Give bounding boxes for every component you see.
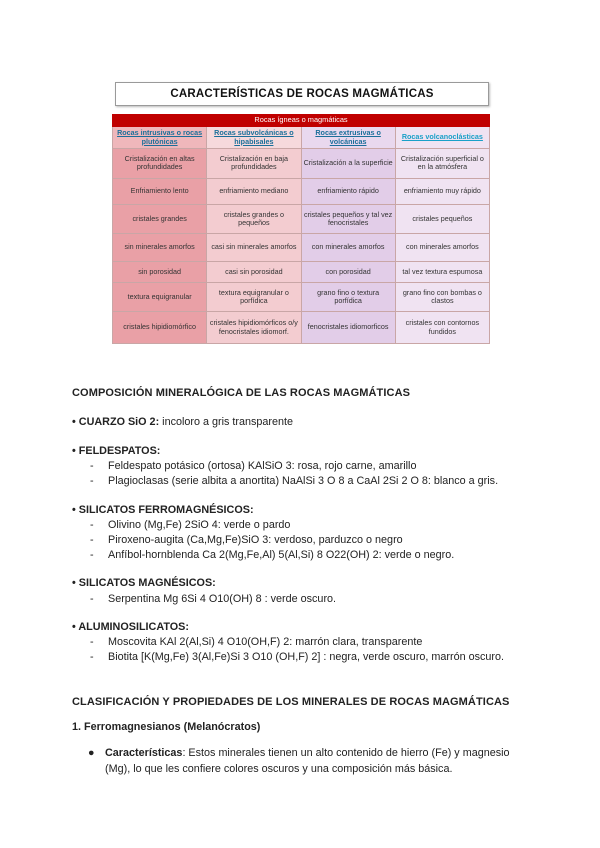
table-cell: enfriamiento mediano — [207, 178, 301, 205]
list-item: - Biotita [K(Mg,Fe) 3(Al,Fe)Si 3 O10 (OH,F) 2] : negra, verde oscuro, marrón oscuro. — [90, 651, 505, 663]
table-cell: sin porosidad — [113, 261, 207, 283]
feldespatos-heading: • FELDESPATOS: — [72, 445, 161, 457]
table-cell: cristales pequeños y tal vez fenocristales — [301, 205, 395, 234]
ferromagnesicos-heading: • SILICATOS FERROMAGNÉSICOS: — [72, 504, 254, 516]
table-cell: cristales con contornos fundidos — [395, 312, 489, 344]
magnesicos-heading: • SILICATOS MAGNÉSICOS: — [72, 577, 216, 589]
table-cell: cristales hipidiomórficos o/y fenocristales idiomorf. — [207, 312, 301, 344]
cuarzo-label: • CUARZO SiO 2: — [72, 416, 160, 428]
header-volcanoclasticas: Rocas volcanoclásticas — [395, 127, 489, 149]
classification-heading: CLASIFICACIÓN Y PROPIEDADES DE LOS MINERALES DE ROCAS MAGMÁTICAS — [72, 696, 510, 708]
table-cell: enfriamiento rápido — [301, 178, 395, 205]
table-cell: cristales grandes o pequeños — [207, 205, 301, 234]
composition-heading: COMPOSICIÓN MINERALÓGICA DE LAS ROCAS MAGMÁTICAS — [72, 387, 411, 399]
characteristics-text: : Estos minerales tienen un alto contenido de hierro (Fe) y magnesio (Mg), lo que les confiere colores oscuros y una composición más básica. — [105, 747, 510, 775]
list-item: - Olivino (Mg,Fe) 2SiO 4: verde o pardo — [90, 519, 291, 531]
table-cell: fenocristales idiomorficos — [301, 312, 395, 344]
cuarzo-text: incoloro a gris transparente — [159, 416, 294, 428]
characteristics-label: Características — [105, 747, 183, 759]
bullet-dot-icon: ● — [88, 747, 95, 759]
rock-characteristics-table — [112, 114, 490, 344]
list-item: - Moscovita KAl 2(Al,Si) 4 O10(OH,F) 2: marrón clara, transparente — [90, 636, 423, 648]
list-item: - Feldespato potásico (ortosa) KAlSiO 3: rosa, rojo carne, amarillo — [90, 460, 417, 472]
cuarzo-line — [72, 416, 293, 428]
table-cell: cristales grandes — [113, 205, 207, 234]
header-extrusivas: Rocas extrusivas o volcánicas — [301, 127, 395, 149]
table-cell: Cristalización en baja profundidades — [207, 148, 301, 178]
table-cell: grano fino con bombas o clastos — [395, 283, 489, 312]
table-cell: cristales pequeños — [395, 205, 489, 234]
table-cell: textura equigranular — [113, 283, 207, 312]
characteristics-bullet — [88, 745, 528, 777]
table-cell: con porosidad — [301, 261, 395, 283]
table-cell: textura equigranular o porfídica — [207, 283, 301, 312]
table-cell: cristales hipidiomórfico — [113, 312, 207, 344]
table-row — [113, 261, 490, 283]
table-row — [113, 178, 490, 205]
table-cell: Enfriamiento lento — [113, 178, 207, 205]
table-row — [113, 148, 490, 178]
table-cell: enfriamiento muy rápido — [395, 178, 489, 205]
table-banner: Rocas ígneas o magmáticas — [113, 115, 490, 127]
table-cell: Cristalización en altas profundidades — [113, 148, 207, 178]
list-item: - Piroxeno-augita (Ca,Mg,Fe)SiO 3: verdoso, parduzco o negro — [90, 534, 403, 546]
list-item: - Serpentina Mg 6Si 4 O10(OH) 8 : verde oscuro. — [90, 593, 337, 605]
aluminosilicatos-heading: • ALUMINOSILICATOS: — [72, 621, 189, 633]
table-row — [113, 234, 490, 262]
table-cell: con minerales amorfos — [301, 234, 395, 262]
table-cell: grano fino o textura porfídica — [301, 283, 395, 312]
table-cell: sin minerales amorfos — [113, 234, 207, 262]
table-row — [113, 205, 490, 234]
list-item: - Anfíbol-hornblenda Ca 2(Mg,Fe,Al) 5(Al,Si) 8 O22(OH) 2: verde o negro. — [90, 549, 455, 561]
table-cell: con minerales amorfos — [395, 234, 489, 262]
classification-subtitle: 1. Ferromagnesianos (Melanócratos) — [72, 721, 261, 733]
document-title: CARACTERÍSTICAS DE ROCAS MAGMÁTICAS — [115, 82, 489, 106]
table-row — [113, 312, 490, 344]
table-cell: Cristalización superficial o en la atmósfera — [395, 148, 489, 178]
list-item: - Plagioclasas (serie albita a anortita) NaAlSi 3 O 8 a CaAl 2Si 2 O 8: blanco a gris. — [90, 475, 499, 487]
header-subvolcanicas: Rocas subvolcánicas o hipabisales — [207, 127, 301, 149]
table-row — [113, 283, 490, 312]
table-cell: casi sin minerales amorfos — [207, 234, 301, 262]
table-cell: Cristalización a la superficie — [301, 148, 395, 178]
table-cell: casi sin porosidad — [207, 261, 301, 283]
header-intrusivas: Rocas intrusivas o rocas plutónicas — [113, 127, 207, 149]
table-cell: tal vez textura espumosa — [395, 261, 489, 283]
